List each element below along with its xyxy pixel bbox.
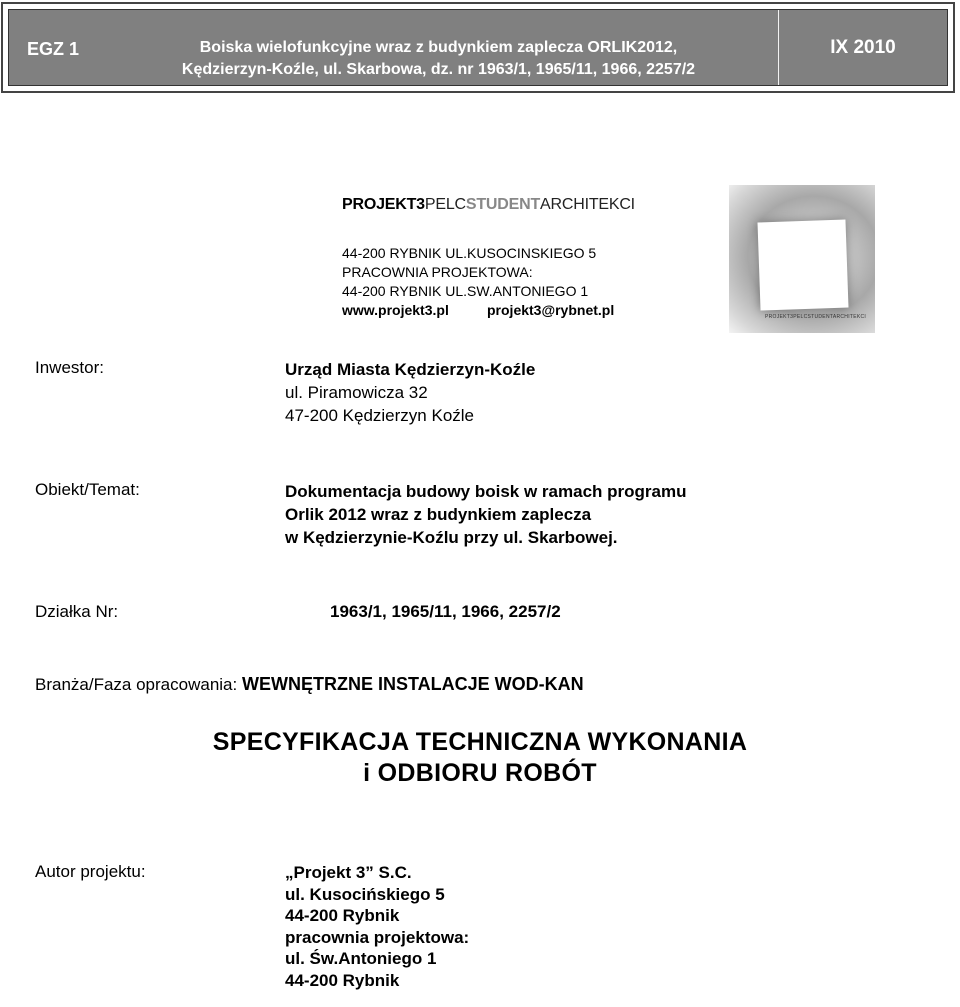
branch-row	[35, 674, 584, 695]
firm-name-part4: ARCHITEKCI	[540, 196, 635, 213]
firm-name-part2: PELC	[424, 196, 466, 213]
document-date: IX 2010	[778, 10, 947, 85]
firm-address-line1: 44-200 RYBNIK UL.KUSOCINSKIEGO 5	[342, 245, 597, 261]
author-block	[285, 862, 469, 991]
document-title-line1: SPECYFIKACJA TECHNICZNA WYKONANIA	[212, 728, 748, 756]
author-line4: pracownia projektowa:	[285, 927, 470, 947]
project-description	[99, 10, 778, 85]
project-description-line2: Kędzierzyn-Koźle, ul. Skarbowa, dz. nr 1963/1, 1965/11, 1966, 2257/2	[181, 61, 696, 78]
plot-value: 1963/1, 1965/11, 1966, 2257/2	[330, 602, 561, 621]
firm-name-part1: PROJEKT3	[342, 196, 425, 213]
header-band	[8, 9, 948, 86]
branch-label: Branża/Faza opracowania:	[35, 675, 238, 694]
firm-block	[342, 196, 722, 320]
author-line1: „Projekt 3” S.C.	[285, 863, 412, 882]
logo-caption: PROJEKT3PELCSTUDENTARCHITEKCI	[765, 314, 867, 320]
investor-label: Inwestor:	[35, 358, 104, 377]
document-title-line2: i ODBIORU ROBÓT	[363, 759, 597, 787]
document-code: EGZ 1	[27, 39, 80, 59]
author-line3: 44-200 Rybnik	[285, 906, 400, 925]
firm-website: www.projekt3.pl	[342, 302, 449, 318]
firm-email: projekt3@rybnet.pl	[487, 302, 615, 318]
logo-square	[757, 219, 848, 310]
firm-address-line2: PRACOWNIA PROJEKTOWA:	[342, 264, 533, 280]
investor-city: 47-200 Kędzierzyn Koźle	[285, 406, 475, 425]
object-line1: Dokumentacja budowy boisk w ramach programu	[285, 482, 687, 501]
firm-contacts	[342, 301, 722, 320]
document-header	[1, 2, 955, 93]
author-label: Autor projektu:	[35, 862, 146, 881]
branch-value: WEWNĘTRZNE INSTALACJE WOD-KAN	[241, 674, 584, 694]
investor-name: Urząd Miasta Kędzierzyn-Koźle	[285, 360, 536, 379]
object-line2: Orlik 2012 wraz z budynkiem zaplecza	[285, 505, 592, 524]
object-block	[285, 480, 686, 549]
firm-logo	[729, 185, 875, 333]
investor-street: ul. Piramowicza 32	[285, 383, 428, 402]
author-line5: ul. Św.Antoniego 1	[285, 949, 437, 968]
investor-block	[285, 358, 535, 427]
author-line6: 44-200 Rybnik	[285, 970, 400, 990]
firm-address-line3: 44-200 RYBNIK UL.SW.ANTONIEGO 1	[342, 283, 589, 299]
firm-address	[342, 244, 722, 320]
project-description-line1: Boiska wielofunkcyjne wraz z budynkiem zaplecza ORLIK2012,	[199, 39, 678, 56]
object-label: Obiekt/Temat:	[35, 480, 140, 499]
author-line2: ul. Kusocińskiego 5	[285, 884, 445, 904]
object-line3: w Kędzierzynie-Koźlu przy ul. Skarbowej.	[285, 528, 618, 547]
firm-name-part3: STUDENT	[465, 196, 541, 213]
document-title	[0, 727, 960, 789]
plot-label: Działka Nr:	[35, 602, 119, 621]
firm-name	[342, 196, 722, 214]
